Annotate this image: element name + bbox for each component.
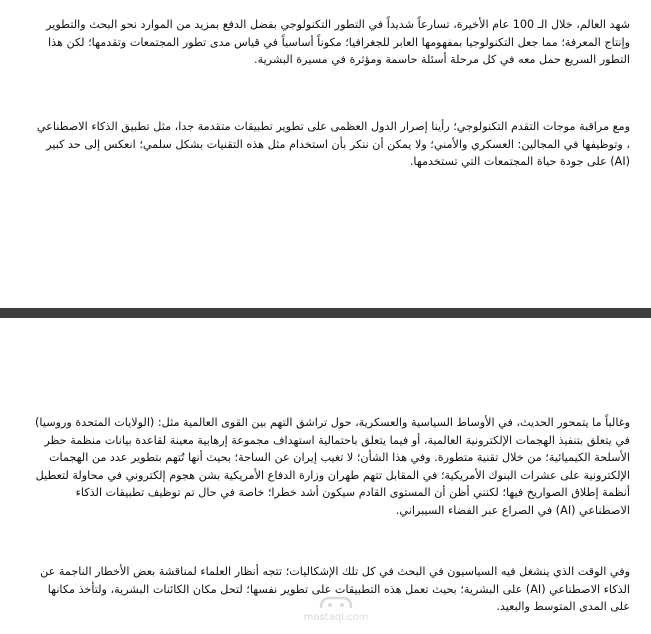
page-separator (0, 308, 651, 318)
paragraph-4: وفي الوقت الذي ينشغل فيه السياسيون في البحث في كل تلك الإشكاليات؛ تتجه أنظار العلماء لمناقشة بعض الأخطار الناجمة عن الذكاء الاصطناعي (AI) على البشرية؛ بحيث تعمل هذه التطبيقات على تطوير نفسها؛ لتحل مكان الكائنات البشرية، ولتأخذ مكانها على المدى المتوسط والبعيد. (40, 565, 630, 613)
paragraph-1: شهد العالم، خلال الـ 100 عام الأخيرة، تسارعاً شديداً في التطور التكنولوجي بفضل الدفع بمزيد من الموارد نحو البحث والتطوير وإنتاج المعرفة؛ مما جعل التكنولوجيا بمفهومها العابر للجغرافيا؛ مكوناً أساسياً في قياس مدى تطور المجتمعات وتقدمها؛ لكن هذا التطور السريع حمل معه في كل مرحلة أسئلة حاسمة ومؤثرة في مسيرة البشرية. (46, 18, 630, 66)
document-page-1 (0, 0, 651, 308)
document-page-2 (0, 318, 651, 634)
watermark-text: mostaql.com (303, 612, 369, 623)
paragraph-2: ومع مراقبة موجات التقدم التكنولوجي؛ رأينا إصرار الدول العظمى على تطوير تطبيقات متقدمة جدا، مثل تطبيق الذكاء الاصطناعي ، وتوظيفها في المجالين: العسكري والأمني؛ ولا يمكن أن ننكر بأن استخدام مثل هذه التقنيات بشكل سلمي؛ انعكس إلى حد كبير (AI) على جودة حياة المجتمعات التي تستخدمها. (36, 120, 630, 168)
paragraph-3: وغالباً ما يتمحور الحديث، في الأوساط السياسية والعسكرية، حول تراشق التهم بين القوى العالمية مثل: (الولايات المتحدة وروسيا) في يتعلق بتنفيذ الهجمات الإلكترونية العالمية، أو فيما يتعلق باحتمالية استهداف مجموعة إرهابية معينة لقاعدة بيانات منظمة حظر الأسلحة الكيميائية؛ من خلال تقنية متطورة. وفي هذا الشأن؛ لا تغيب إيران عن الساحة؛ بحيث أنها تُتهم بتطوير عدد من الهجمات الإلكترونية على عشرات البنوك الأمريكية؛ في المقابل تتهم طهران وزارة الدفاع الأمريكية بشن هجوم إلكتروني في محاولة لتعطيل أنظمة إطلاق الصواريخ فيها؛ لكنني أظن أن المستوى القادم سيكون أشد خطرا؛ خاصة في حال تم توظيف تطبيقات الذكاء الاصطناعي (AI) في الصراع عبر الفضاء السيبراني. (35, 416, 630, 517)
